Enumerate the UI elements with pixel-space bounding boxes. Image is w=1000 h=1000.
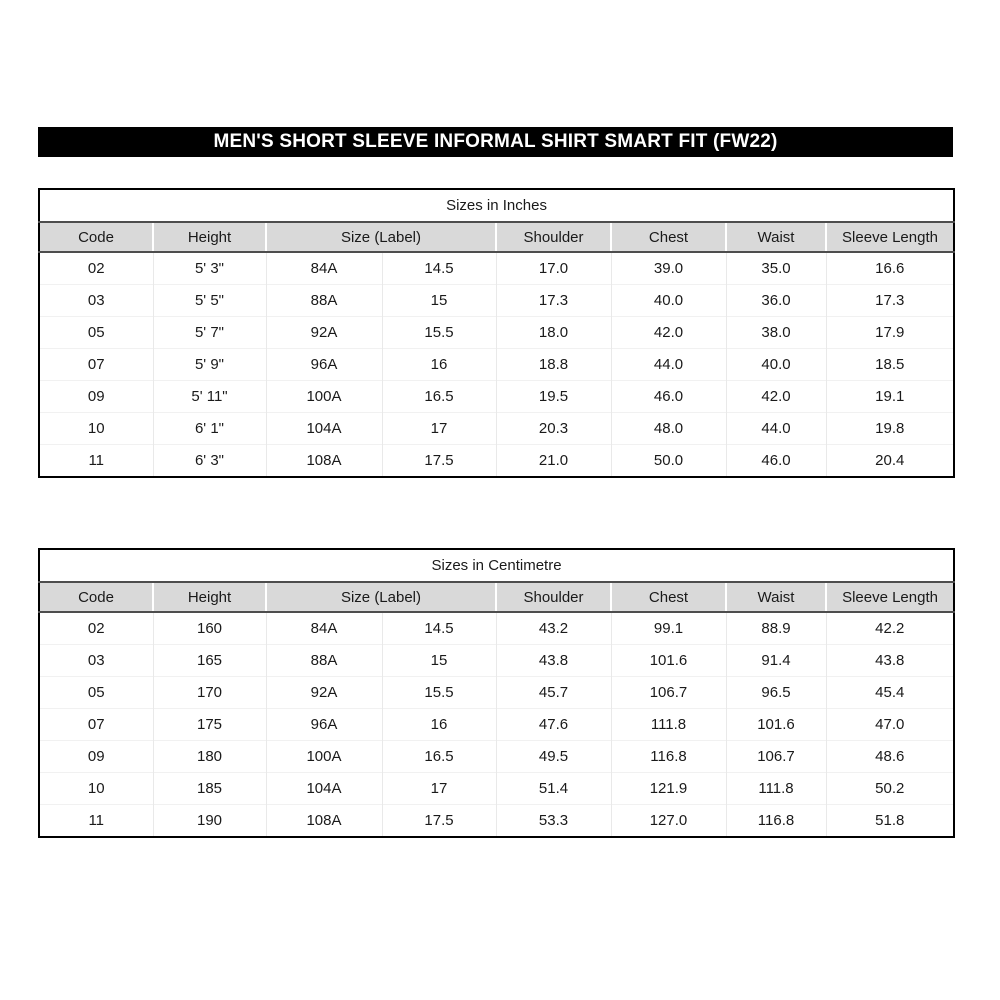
table-cell: 47.0 [826,709,954,741]
table-cell: 160 [153,612,266,645]
table-cell: 96A [266,709,382,741]
column-header-shoulder: Shoulder [496,582,611,612]
table-cell: 17.0 [496,252,611,285]
table-cell: 5' 3" [153,252,266,285]
table-cell: 44.0 [611,349,726,381]
table-cell: 17.3 [496,285,611,317]
table-row [39,741,954,773]
table-cell: 96.5 [726,677,826,709]
table-cell: 108A [266,445,382,478]
table-cell: 16.5 [382,381,496,413]
table-cell: 09 [39,741,153,773]
table-cell: 02 [39,252,153,285]
table-cell: 03 [39,645,153,677]
column-header-chest: Chest [611,582,726,612]
table-cell: 19.5 [496,381,611,413]
table-cell: 43.2 [496,612,611,645]
table-cell: 53.3 [496,805,611,838]
table-cell: 21.0 [496,445,611,478]
table-cell: 180 [153,741,266,773]
table-cell: 5' 9" [153,349,266,381]
table-cell: 106.7 [611,677,726,709]
table-cell: 05 [39,317,153,349]
table-cell: 104A [266,773,382,805]
table-cell: 50.2 [826,773,954,805]
table-cell: 11 [39,445,153,478]
table-cell: 14.5 [382,252,496,285]
table-cell: 07 [39,349,153,381]
table-cell: 127.0 [611,805,726,838]
table-cell: 02 [39,612,153,645]
table-cell: 40.0 [611,285,726,317]
table-cell: 46.0 [611,381,726,413]
table-cell: 116.8 [726,805,826,838]
table-cell: 18.8 [496,349,611,381]
table-cell: 51.8 [826,805,954,838]
table-cell: 43.8 [496,645,611,677]
table-cell: 07 [39,709,153,741]
column-header-waist: Waist [726,222,826,252]
page-title: MEN'S SHORT SLEEVE INFORMAL SHIRT SMART FIT (FW22) [213,131,778,152]
table-cell: 16 [382,709,496,741]
table-cell: 19.1 [826,381,954,413]
table-cell: 48.6 [826,741,954,773]
table-cell: 20.3 [496,413,611,445]
table-cell: 42.2 [826,612,954,645]
table-cell: 17.9 [826,317,954,349]
table-row [39,805,954,838]
table-row [39,677,954,709]
table-cell: 121.9 [611,773,726,805]
table-cell: 14.5 [382,612,496,645]
column-header-waist: Waist [726,582,826,612]
column-header-size-label: Size (Label) [266,582,496,612]
table-header-row [39,582,954,612]
table-cell: 84A [266,612,382,645]
table-cell: 42.0 [726,381,826,413]
table-cell: 92A [266,317,382,349]
table-cell: 106.7 [726,741,826,773]
table-cell: 101.6 [726,709,826,741]
table-cell: 51.4 [496,773,611,805]
table-cell: 88.9 [726,612,826,645]
table-cell: 165 [153,645,266,677]
table-row [39,413,954,445]
table-cell: 5' 11" [153,381,266,413]
table-cell: 18.0 [496,317,611,349]
column-header-height: Height [153,222,266,252]
table-cell: 05 [39,677,153,709]
table-cell: 17 [382,773,496,805]
column-header-chest: Chest [611,222,726,252]
table-title-row [39,549,954,582]
sizes-in-inches-table [38,188,955,478]
table-cell: 101.6 [611,645,726,677]
table-cell: 45.4 [826,677,954,709]
table-cell: 46.0 [726,445,826,478]
table-body [39,252,954,477]
table-title: Sizes in Centimetre [39,549,954,582]
table-cell: 17 [382,413,496,445]
table-cell: 39.0 [611,252,726,285]
table-cell: 104A [266,413,382,445]
table-cell: 190 [153,805,266,838]
table-row [39,612,954,645]
table-cell: 84A [266,252,382,285]
table-cell: 45.7 [496,677,611,709]
table-header-row [39,222,954,252]
table-row [39,349,954,381]
table-cell: 175 [153,709,266,741]
table-cell: 44.0 [726,413,826,445]
sizes-in-centimetre-table [38,548,955,838]
column-header-code: Code [39,582,153,612]
column-header-shoulder: Shoulder [496,222,611,252]
table-row [39,645,954,677]
table-cell: 10 [39,773,153,805]
column-header-sleeve-length: Sleeve Length [826,582,954,612]
table-cell: 5' 7" [153,317,266,349]
column-header-height: Height [153,582,266,612]
table-cell: 15 [382,285,496,317]
table-cell: 16.5 [382,741,496,773]
table-cell: 18.5 [826,349,954,381]
table-cell: 10 [39,413,153,445]
table-cell: 15 [382,645,496,677]
column-header-code: Code [39,222,153,252]
table-cell: 88A [266,645,382,677]
table-cell: 111.8 [726,773,826,805]
table-cell: 15.5 [382,677,496,709]
table-cell: 16 [382,349,496,381]
table-cell: 91.4 [726,645,826,677]
table-cell: 42.0 [611,317,726,349]
table-cell: 50.0 [611,445,726,478]
table-cell: 19.8 [826,413,954,445]
table-cell: 116.8 [611,741,726,773]
table-cell: 11 [39,805,153,838]
table-cell: 170 [153,677,266,709]
table-cell: 09 [39,381,153,413]
table-cell: 03 [39,285,153,317]
table-row [39,773,954,805]
table-cell: 36.0 [726,285,826,317]
table-cell: 43.8 [826,645,954,677]
table-cell: 100A [266,381,382,413]
table-cell: 16.6 [826,252,954,285]
table-cell: 15.5 [382,317,496,349]
table-cell: 108A [266,805,382,838]
table-cell: 20.4 [826,445,954,478]
column-header-size-label: Size (Label) [266,222,496,252]
table-cell: 185 [153,773,266,805]
table-cell: 38.0 [726,317,826,349]
table-body [39,612,954,837]
table-cell: 111.8 [611,709,726,741]
table-cell: 99.1 [611,612,726,645]
table-title-row [39,189,954,222]
table-cell: 49.5 [496,741,611,773]
table-row [39,317,954,349]
table-cell: 40.0 [726,349,826,381]
table-title: Sizes in Inches [39,189,954,222]
table-cell: 47.6 [496,709,611,741]
table-row [39,252,954,285]
table-cell: 17.5 [382,805,496,838]
table-row [39,445,954,478]
table-cell: 35.0 [726,252,826,285]
table-row [39,381,954,413]
table-cell: 5' 5" [153,285,266,317]
table-row [39,285,954,317]
table-cell: 96A [266,349,382,381]
table-cell: 92A [266,677,382,709]
table-cell: 6' 3" [153,445,266,478]
table-row [39,709,954,741]
table-cell: 17.3 [826,285,954,317]
table-cell: 88A [266,285,382,317]
table-cell: 6' 1" [153,413,266,445]
title-banner [38,127,953,157]
column-header-sleeve-length: Sleeve Length [826,222,954,252]
table-cell: 17.5 [382,445,496,478]
table-cell: 100A [266,741,382,773]
table-cell: 48.0 [611,413,726,445]
